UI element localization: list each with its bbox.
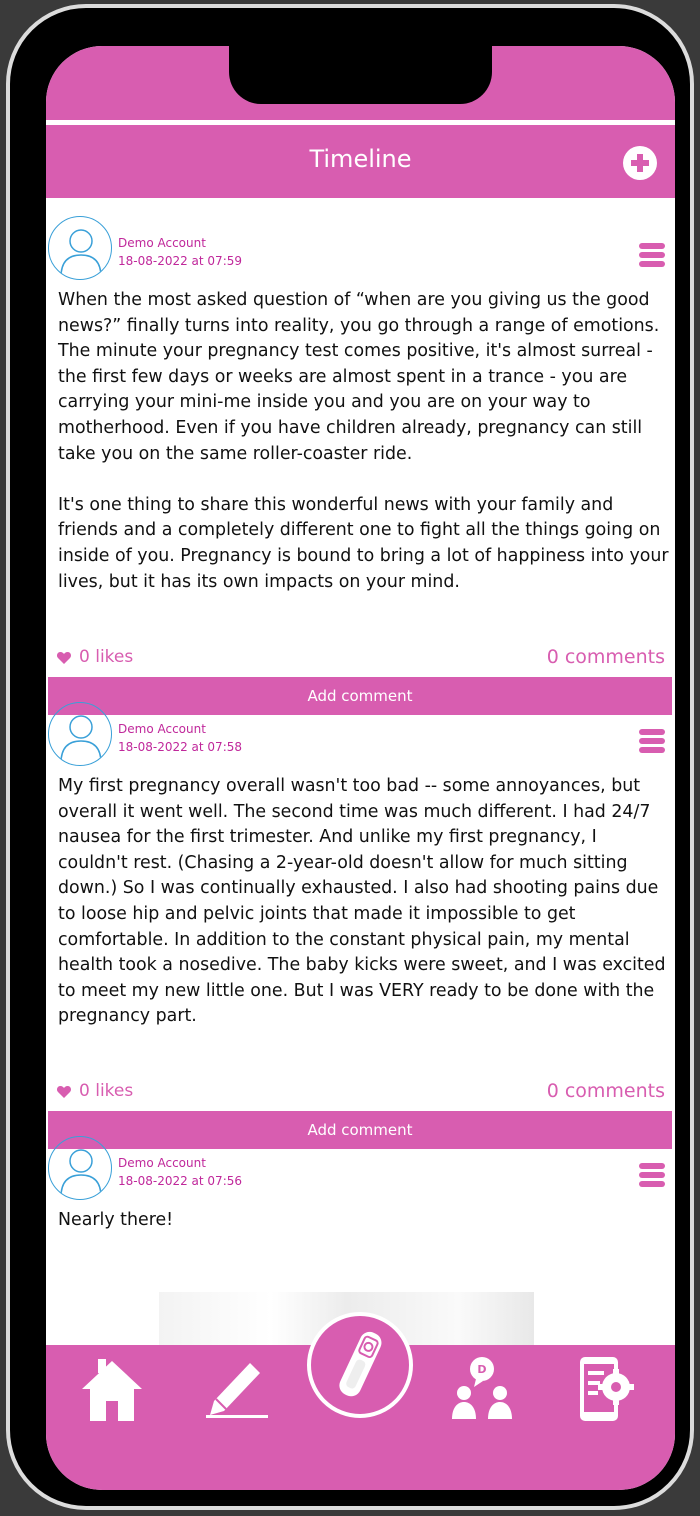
user-avatar-icon[interactable] (48, 216, 112, 280)
likes-count[interactable]: 0 likes (79, 647, 134, 667)
add-comment-button[interactable]: Add comment (48, 677, 672, 715)
user-avatar-icon[interactable] (48, 1136, 112, 1200)
post-author[interactable]: Demo Account (118, 722, 206, 736)
comments-count[interactable]: 0 comments (546, 646, 665, 668)
comments-count[interactable]: 0 comments (546, 1080, 665, 1102)
phone-frame (6, 4, 694, 1510)
settings-icon[interactable] (578, 1355, 636, 1423)
pregnancy-test-button[interactable] (307, 1312, 413, 1418)
post-menu-icon[interactable] (639, 243, 665, 267)
post-date: 18-08-2022 at 07:56 (118, 1174, 243, 1188)
likes-count[interactable]: 0 likes (79, 1081, 134, 1101)
app-header (46, 125, 675, 198)
add-post-icon[interactable] (623, 146, 657, 180)
svg-text:D: D (477, 1363, 487, 1376)
pregnancy-test-icon (311, 1316, 409, 1414)
add-comment-button[interactable]: Add comment (48, 1111, 672, 1149)
post-author[interactable]: Demo Account (118, 236, 206, 250)
post-date: 18-08-2022 at 07:58 (118, 740, 243, 754)
post-text: Nearly there! (58, 1210, 174, 1230)
post-text: When the most asked question of “when are you giving us the good news?” finally turns into reality, you go through a range of emotions. The minute your pregnancy test comes positive, it's almost surreal - the first few days or weeks are almost spent in a trance - you are carrying your mini-me inside you and you are on your way to motherhood. Even if you have children already, pregnancy can still take you on the same roller-coaster ride. It's one thing to share this wonderful news with your family and friends and a completely different one to fight all the things going on inside of you. Pregnancy is bound to bring a lot of happiness into your lives, but it has its own impacts on your mind. (58, 290, 669, 592)
post-text: My first pregnancy overall wasn't too bad -- some annoyances, but overall it went well. The second time was much different. I had 24/7 nausea for the first trimester. And unlike my first pregnancy, I couldn't rest. (Chasing a 2-year-old doesn't allow for much sitting down.) So I was continually exhausted. I also had shooting pains due to loose hip and pelvic joints that made it impossible to get comfortable. In addition to the constant physical pain, my mental health took a nosedive. The baby kicks were sweet, and I was excited to meet my new little one. But I was VERY ready to be done with the pregnancy part. (58, 776, 672, 1027)
post-author[interactable]: Demo Account (118, 1156, 206, 1170)
post-date: 18-08-2022 at 07:59 (118, 254, 243, 268)
heart-icon[interactable] (56, 650, 72, 666)
edit-icon[interactable] (204, 1357, 270, 1419)
post-menu-icon[interactable] (639, 729, 665, 753)
community-icon[interactable] (450, 1355, 516, 1421)
app-screen (46, 46, 675, 1490)
post-menu-icon[interactable] (639, 1163, 665, 1187)
home-icon[interactable] (80, 1355, 144, 1423)
device-notch (229, 46, 492, 104)
user-avatar-icon[interactable] (48, 702, 112, 766)
page-title: Timeline (309, 145, 412, 173)
heart-icon[interactable] (56, 1084, 72, 1100)
